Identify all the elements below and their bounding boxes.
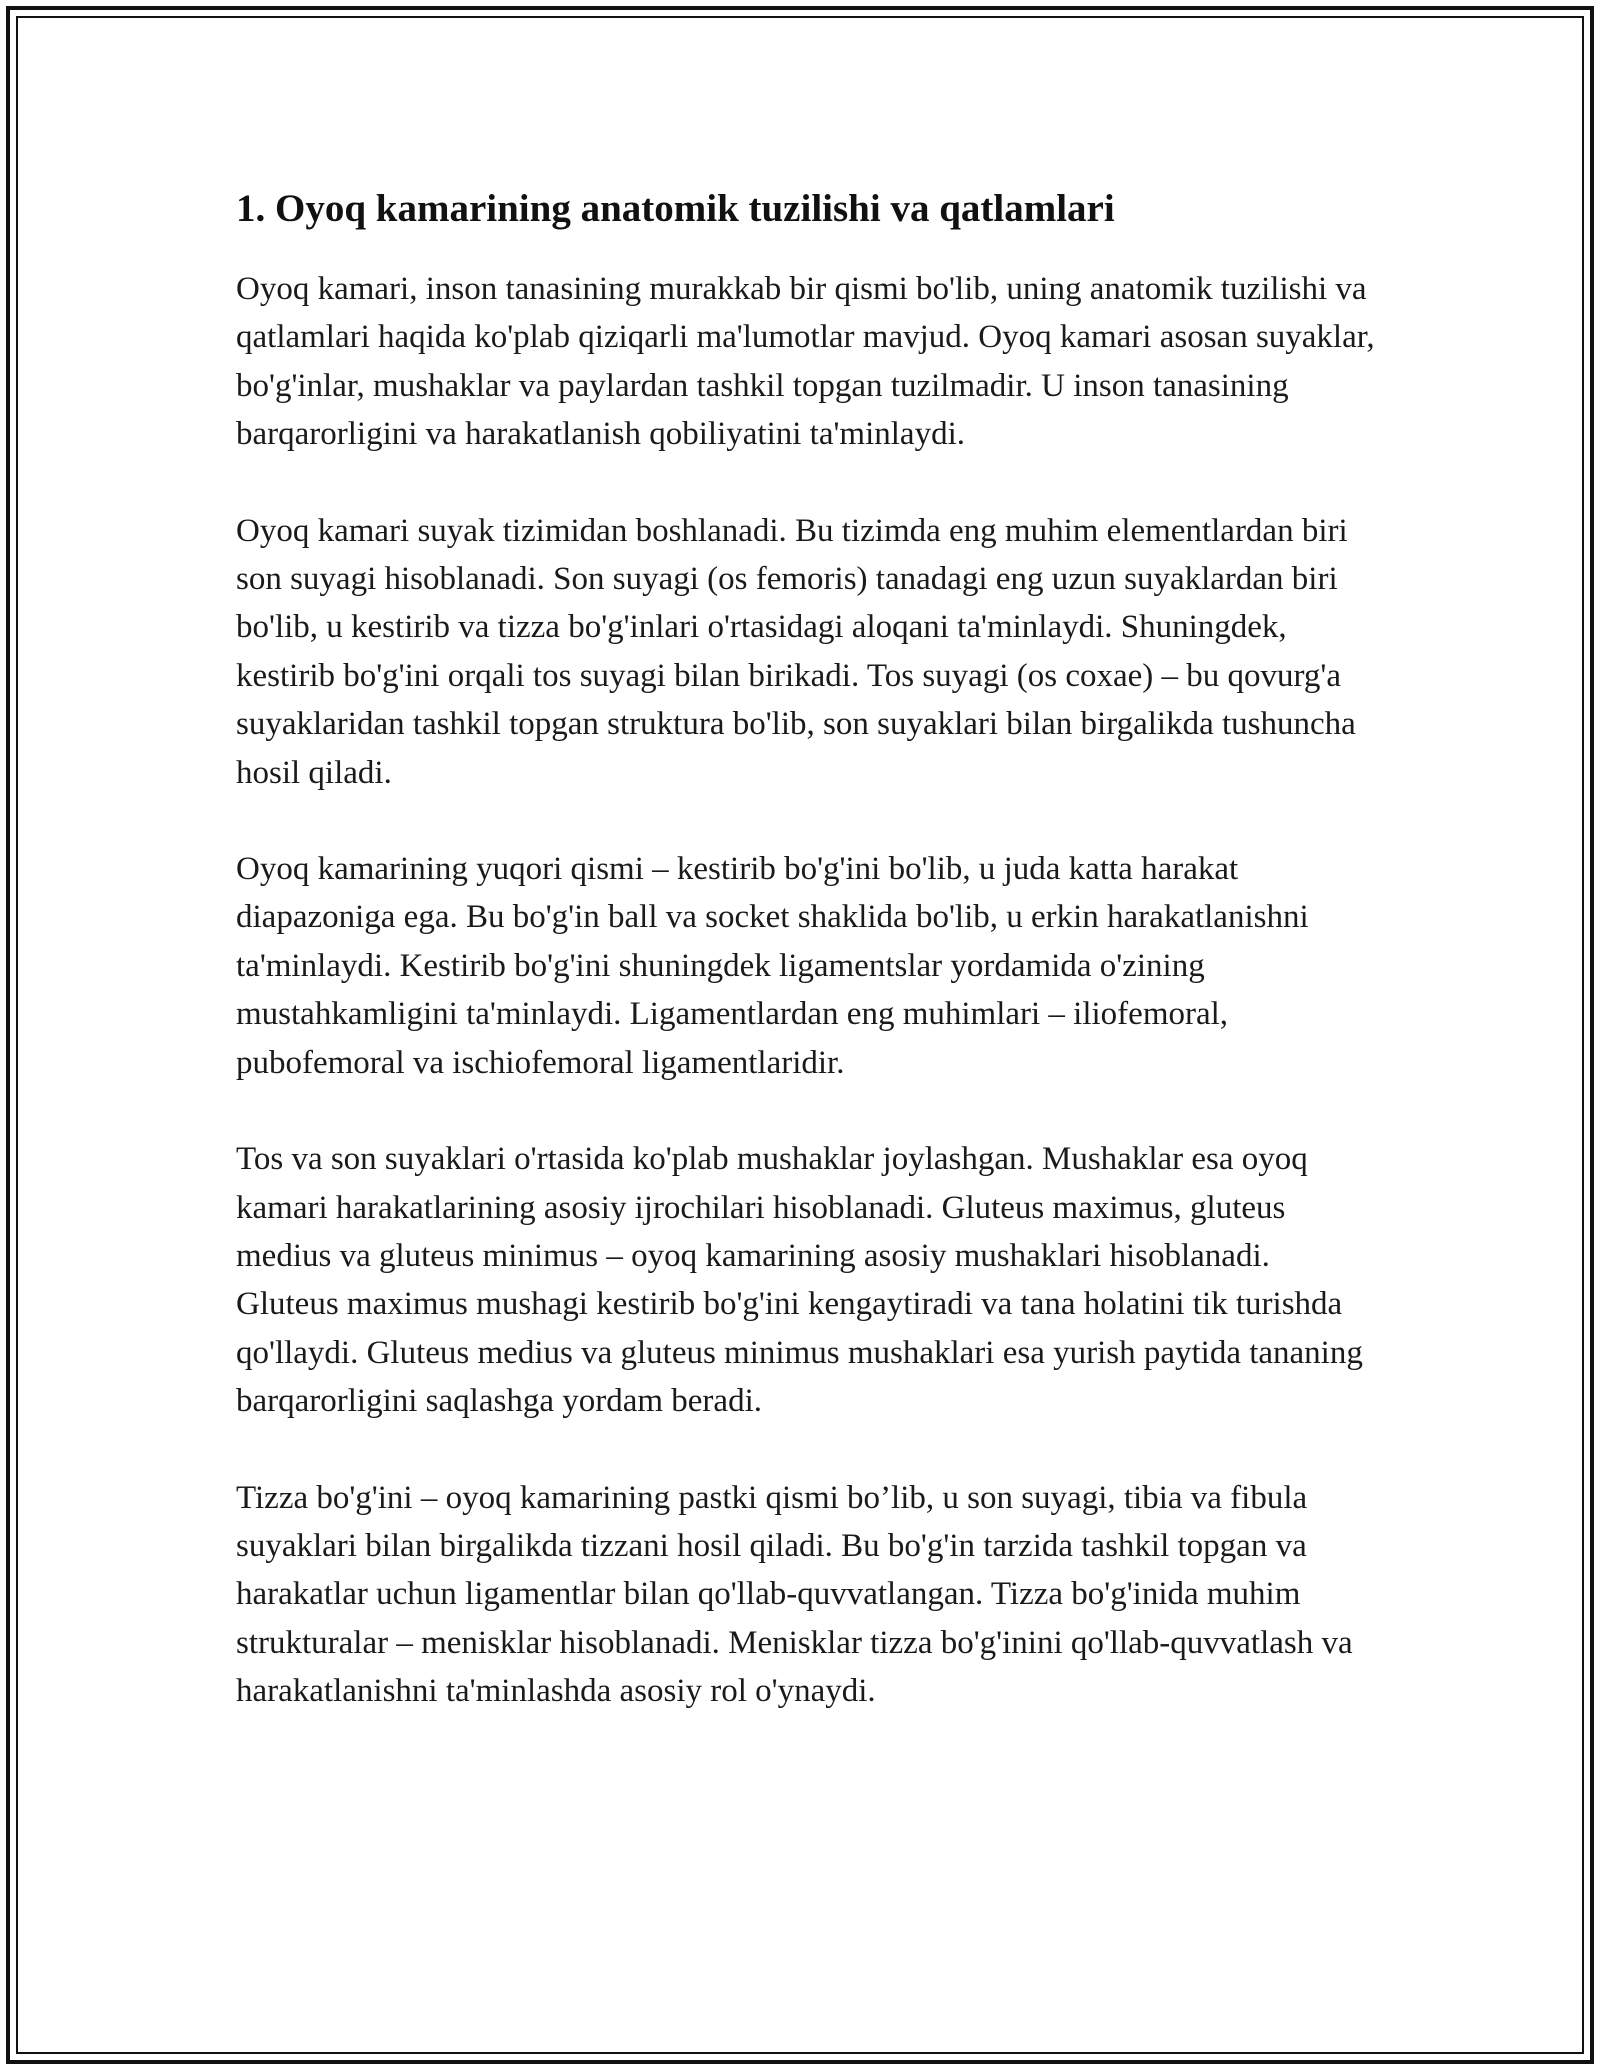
document-body (236, 185, 1376, 1764)
paragraph: Oyoq kamari suyak tizimidan boshlanadi. Bu tizimda eng muhim elementlardan biri son suyagi hisoblanadi. Son suyagi (os femoris) tanadagi eng uzun suyaklardan biri bo'lib, u kestirib va tizza bo'g'inlari o'rtasidagi aloqani ta'minlaydi. Shuningdek, kestirib bo'g'ini orqali tos suyagi bilan birikadi. Tos suyagi (os coxae) – bu qovurg'a suyaklaridan tashkil topgan struktura bo'lib, son suyaklari bilan birgalikda tushuncha hosil qiladi. (236, 512, 1356, 791)
paragraph: Tizza bo'g'ini – oyoq kamarining pastki qismi bo’lib, u son suyagi, tibia va fibula suyaklari bilan birgalikda tizzani hosil qiladi. Bu bo'g'in tarzida tashkil topgan va harakatlar uchun ligamentlar bilan qo'llab-quvvatlangan. Tizza bo'g'inida muhim strukturalar – menisklar hisoblanadi. Menisklar tizza bo'g'inini qo'llab-quvvatlash va harakatlanishni ta'minlashda asosiy rol o'ynaydi. (236, 1479, 1353, 1710)
section-heading: 1. Oyoq kamarining anatomik tuzilishi va qatlamlari (236, 187, 1115, 230)
paragraph: Tos va son suyaklari o'rtasida ko'plab mushaklar joylashgan. Mushaklar esa oyoq kamari harakatlarining asosiy ijrochilari hisoblanadi. Gluteus maximus, gluteus medius va gluteus minimus – oyoq kamarining asosiy mushaklari hisoblanadi. Gluteus maximus mushagi kestirib bo'g'ini kengaytiradi va tana holatini tik turishda qo'llaydi. Gluteus medius va gluteus minimus mushaklari esa yurish paytida tananing barqarorligini saqlashga yordam beradi. (236, 1141, 1363, 1420)
paragraph: Oyoq kamarining yuqori qismi – kestirib bo'g'ini bo'lib, u juda katta harakat diapazoniga ega. Bu bo'g'in ball va socket shaklida bo'lib, u erkin harakatlanishni ta'minlaydi. Kestirib bo'g'ini shuningdek ligamentslar yordamida o'zining mustahkamligini ta'minlaydi. Ligamentlardan eng muhimlari – iliofemoral, pubofemoral va ischiofemoral ligamentlaridir. (236, 851, 1309, 1081)
paragraph: Oyoq kamari, inson tanasining murakkab bir qismi bo'lib, uning anatomik tuzilishi va qatlamlari haqida ko'plab qiziqarli ma'lumotlar mavjud. Oyoq kamari asosan suyaklar, bo'g'inlar, mushaklar va paylardan tashkil topgan tuzilmadir. U inson tanasining barqarorligini va harakatlanish qobiliyatini ta'minlaydi. (236, 271, 1375, 453)
